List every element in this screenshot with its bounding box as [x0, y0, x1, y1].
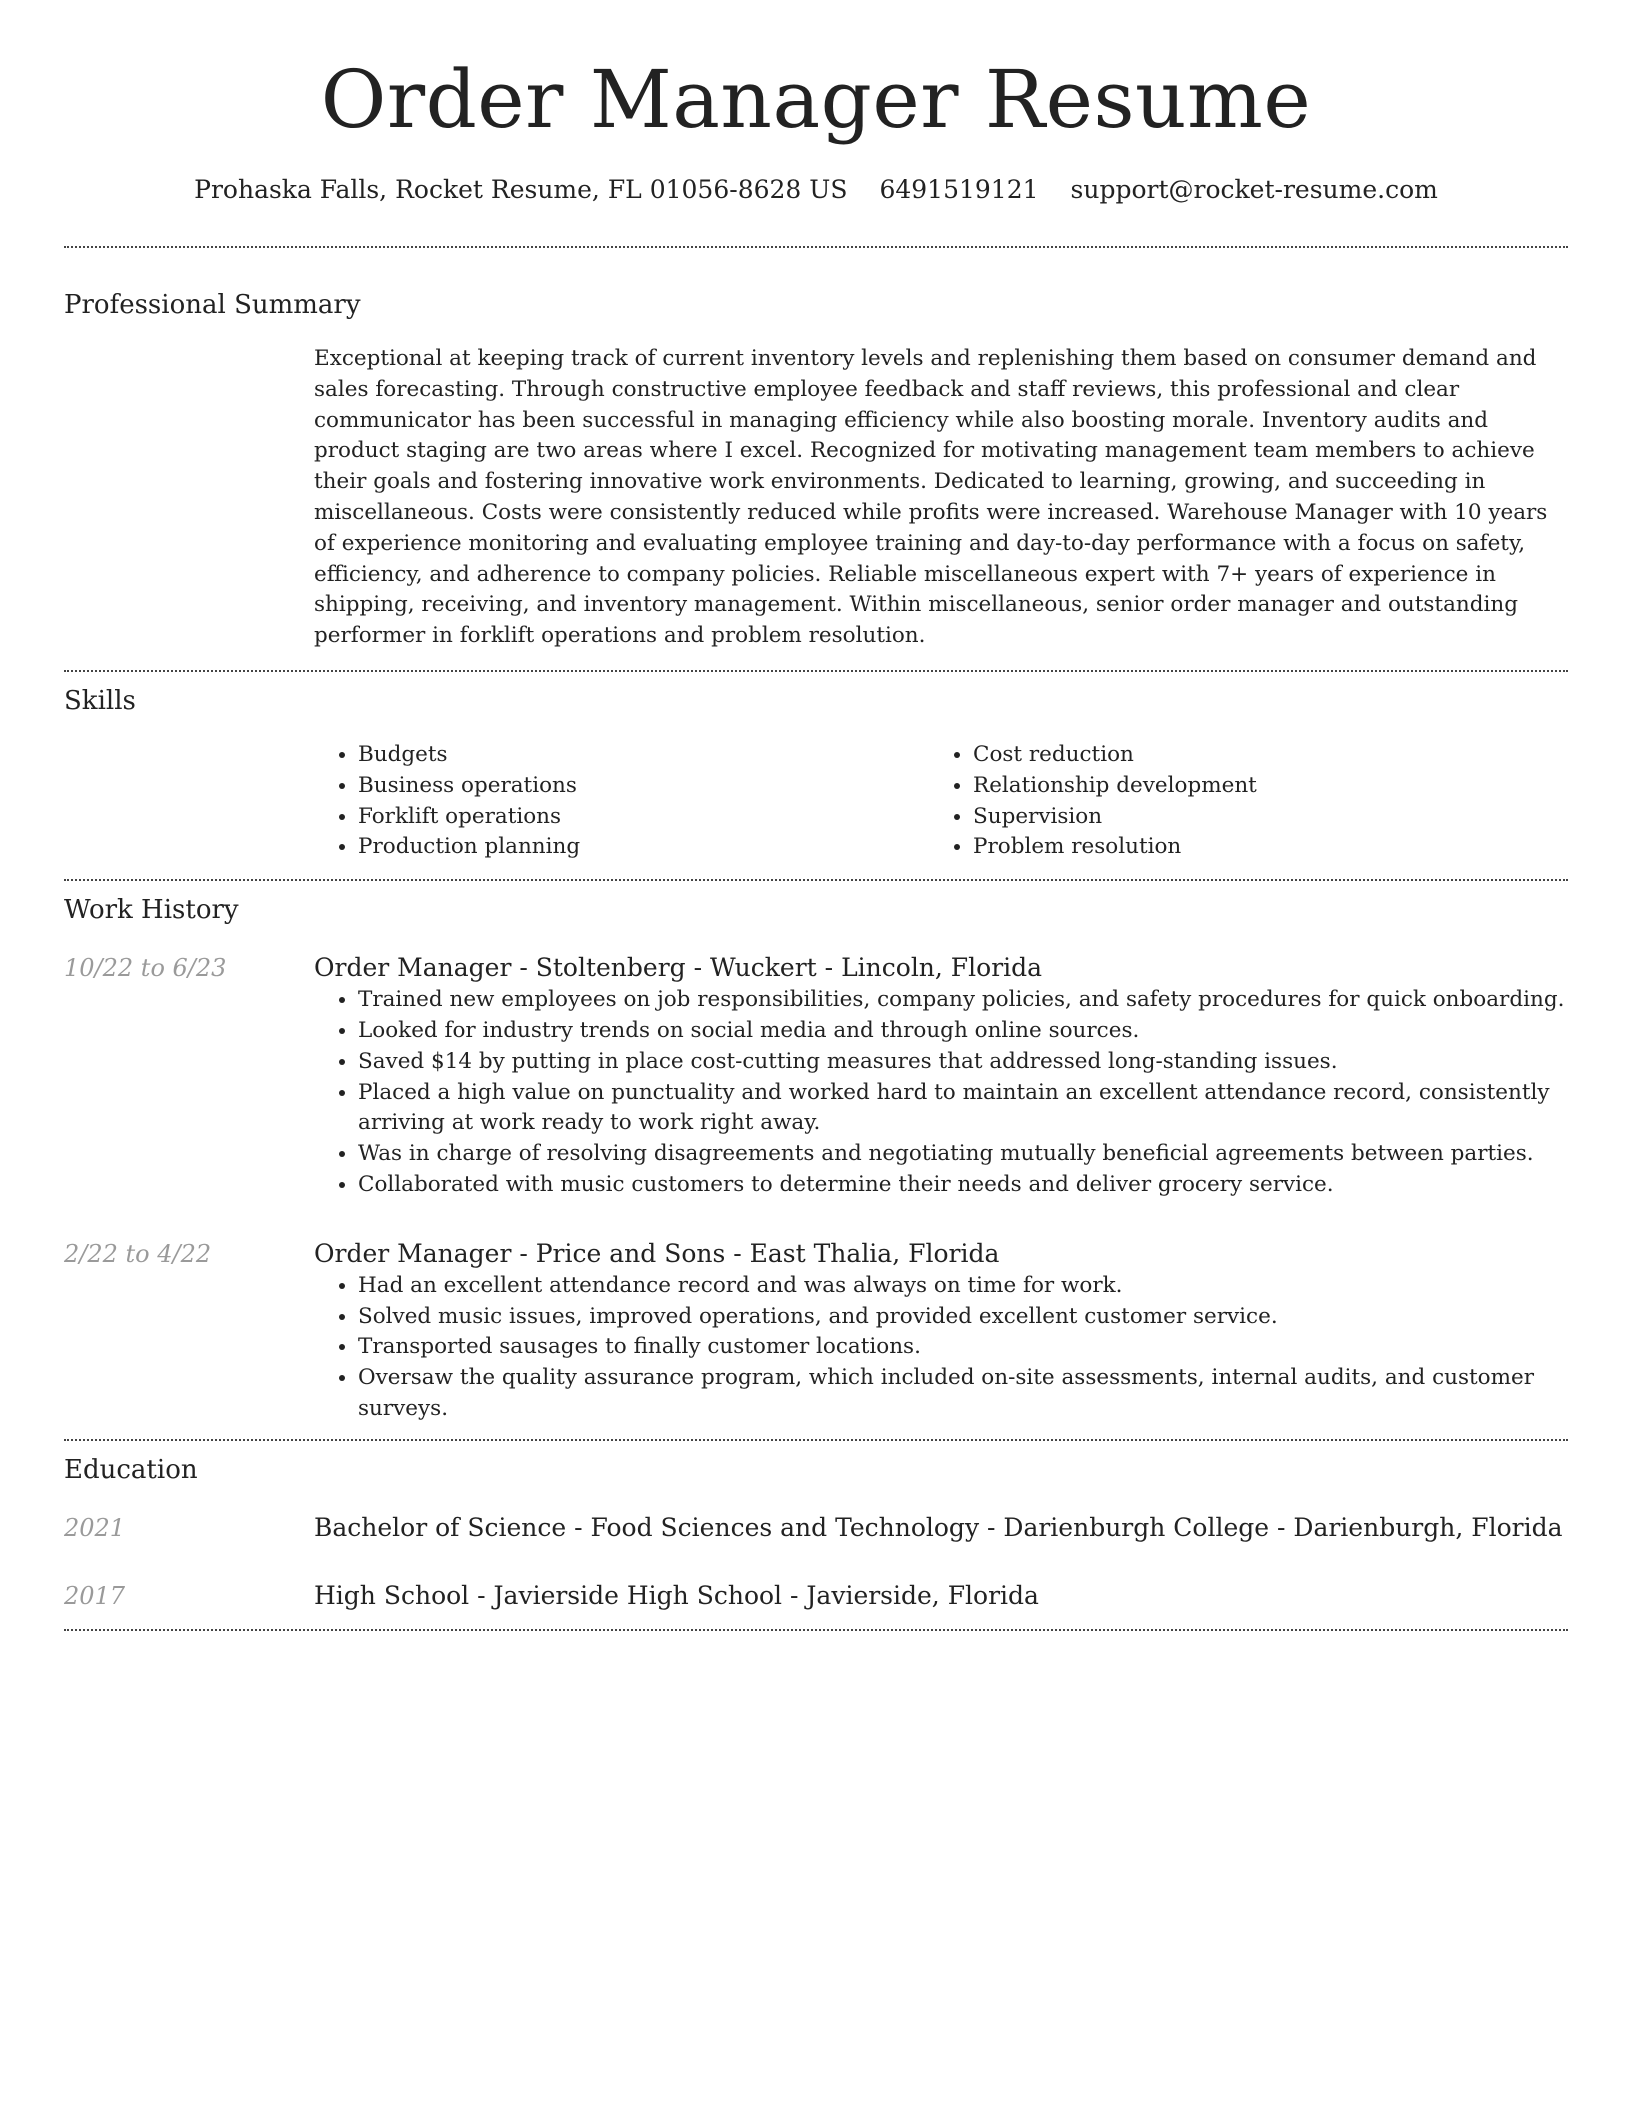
- divider: [64, 1629, 1568, 1631]
- education-text: High School - Javierside High School - Javierside, Florida: [314, 1580, 1039, 1610]
- job-bullet: • Had an excellent attendance record and was always on time for work.: [358, 1271, 1568, 1302]
- section-heading-skills: Skills: [64, 685, 136, 716]
- job-bullet: • Placed a high value on punctuality and worked hard to maintain an excellent attendance record, consistently arriving at work ready to work right away.: [358, 1078, 1568, 1140]
- page-title: Order Manager Resume: [320, 53, 1312, 146]
- job-bullet: • Trained new employees on job responsibilities, company policies, and safety procedures for quick onboarding.: [358, 985, 1568, 1016]
- skill-item: • Production planning: [358, 832, 929, 863]
- summary-text: Exceptional at keeping track of current inventory levels and replenishing them based on consumer demand and sales forecasting. Through constructive employee feedback and staff reviews, this professional and clear communicator has been successful in managing efficiency while also boosting morale. Inventory audits and product staging are two areas where I excel. Recognized for motivating management team members to achieve their goals and fostering innovative work environments. Dedicated to learning, growing, and succeeding in miscellaneous. Costs were consistently reduced while profits were increased. Warehouse Manager with 10 years of experience monitoring and evaluating employee training and day-to-day performance with a focus on safety, efficiency, and adherence to company policies. Reliable miscellaneous expert with 7+ years of experience in shipping, receiving, and inventory management. Within miscellaneous, senior order manager and outstanding performer in forklift operations and problem resolution.: [314, 346, 1548, 649]
- contact-line: [64, 172, 1568, 208]
- job-dates: 10/22 to 6/23: [64, 954, 227, 983]
- summary-section: [64, 248, 1568, 670]
- job-entry: [64, 1237, 1568, 1425]
- skill-item: • Budgets: [358, 740, 929, 771]
- contact-phone: 6491519121: [879, 175, 1039, 204]
- job-title: Order Manager - Stoltenberg - Wuckert - Lincoln, Florida: [314, 953, 1043, 983]
- skill-item: • Supervision: [973, 802, 1529, 833]
- education-text: Bachelor of Science - Food Sciences and Technology - Darienburgh College - Darienburgh, Florida: [314, 1512, 1563, 1542]
- skill-item: • Problem resolution: [973, 832, 1529, 863]
- education-entry: [64, 1511, 1568, 1545]
- job-dates: 2/22 to 4/22: [64, 1239, 212, 1268]
- job-bullet: • Oversaw the quality assurance program, which included on-site assessments, internal audits, and customer surveys.: [358, 1363, 1568, 1425]
- skill-item: • Business operations: [358, 771, 929, 802]
- skills-grid: [314, 740, 1568, 879]
- job-entry: [64, 951, 1568, 1201]
- job-bullet: • Saved $14 by putting in place cost-cutting measures that addressed long-standing issues.: [358, 1047, 1568, 1078]
- job-bullets: [314, 1271, 1568, 1425]
- skills-list-right: [929, 740, 1529, 863]
- section-heading-summary: Professional Summary: [64, 290, 361, 320]
- education-section: [64, 1441, 1568, 1629]
- job-bullets: [314, 985, 1568, 1201]
- job-bullet: • Was in charge of resolving disagreements and negotiating mutually beneficial agreements between parties.: [358, 1139, 1568, 1170]
- skill-item: • Forklift operations: [358, 802, 929, 833]
- job-bullet: • Solved music issues, improved operations, and provided excellent customer service.: [358, 1302, 1568, 1333]
- work-section: [64, 881, 1568, 1439]
- skill-item: • Cost reduction: [973, 740, 1529, 771]
- skill-item: • Relationship development: [973, 771, 1529, 802]
- section-heading-education: Education: [64, 1454, 198, 1485]
- education-year: 2021: [64, 1513, 126, 1542]
- job-bullet: • Transported sausages to finally customer locations.: [358, 1332, 1568, 1363]
- job-bullet: • Looked for industry trends on social media and through online sources.: [358, 1016, 1568, 1047]
- education-year: 2017: [64, 1581, 126, 1610]
- skills-section: [64, 672, 1568, 879]
- contact-email: support@rocket-resume.com: [1070, 175, 1438, 204]
- contact-address: Prohaska Falls, Rocket Resume, FL 01056-8628 US: [194, 175, 848, 204]
- resume-page: [64, 0, 1568, 1631]
- job-bullet: • Collaborated with music customers to determine their needs and deliver grocery service.: [358, 1170, 1568, 1201]
- job-title: Order Manager - Price and Sons - East Thalia, Florida: [314, 1238, 1000, 1268]
- education-entry: [64, 1579, 1568, 1613]
- section-heading-work: Work History: [64, 895, 239, 926]
- skills-list-left: [314, 740, 929, 863]
